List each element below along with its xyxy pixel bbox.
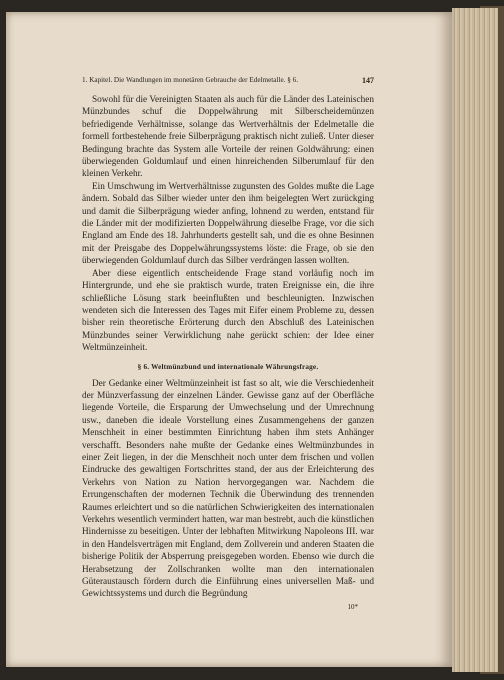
- chapter-title: 1. Kapitel. Die Wandlungen im monetären Gebrauche der Edelmetalle. § 6.: [82, 76, 299, 84]
- paragraph: Sowohl für die Vereinigten Staaten als auch für die Länder des Lateinischen Münzbundes schuf die Doppelwährung mit Silberscheidemünzen befriedigende Verhältnisse, solange das Wertverhältnis der Edelmetalle die formell fortbestehende freie Silberprägung praktisch nicht zuließ. Unter dieser Bedingung brachte das System alle Vorteile der reinen Goldwährung: einen überwiegenden Goldumlauf und einen hinreichenden Silberumlauf für den kleinen Verkehr.: [82, 95, 374, 180]
- running-head: [82, 76, 374, 85]
- paragraph: Der Gedanke einer Weltmünzeinheit ist fast so alt, wie die Verschiedenheit der Münzverfassung der einzelnen Länder. Gewisse ganz auf der Oberfläche liegende Vorteile, die Ersparung der Umwechselung und der Umrechnung usw., daneben die ideale Vorstellung eines Zusammengehens der ganzen Menschheit in einer bestimmten Einrichtung haben ihm stets Anhänger verschafft. Besonders nahe mußte der Gedanke eines Weltmünzbundes in einer Zeit liegen, in der die Menschheit noch unter dem frischen und vollen Eindrucke des gewaltigen Fortschrittes stand, der aus der Erleichterung des Verkehrs von Nation zu Nation hervorgegangen war. Nachdem die Errungenschaften der modernen Technik die Überwindung des trennenden Raumes erleichtert und so die natürlichen Schwierigkeiten des internationalen Verkehrs wesentlich vermindert hatten, war man bestrebt, auch die künstlichen Hindernisse zu beseitigen. Unter der lebhaften Mitwirkung Napoleons III. war in den Handelsverträgen mit England, dem Zollverein und anderen Staaten die bisherige Politik der Absperrung preisgegeben worden. Ebenso wie durch die Herabsetzung der Zollschranken wollte man den internationalen Güteraustausch fördern durch die Einführung eines universellen Maß- und Gewichtssystems und durch die Begründung: [82, 378, 374, 600]
- paragraph: Aber diese eigentlich entscheidende Frage stand vorläufig noch im Hintergrunde, und ehe sie praktisch wurde, traten Ereignisse ein, die ihre schließliche Lösung stark beeinflußten und beschleunigten. Inzwischen wendeten sich die Interessen des Tages mit Eifer einem Probleme zu, dessen bisher rein theoretische Erörterung durch den Abschluß des Lateinischen Münzbundes seiner Verwirklichung nahe gerückt schien: der Idee einer Weltmünzeinheit.: [82, 268, 374, 354]
- page-number: 147: [362, 76, 374, 85]
- page-stack-edge: [452, 8, 498, 672]
- signature-mark: 10*: [347, 602, 358, 611]
- text-column: [82, 76, 374, 611]
- section-heading: § 6. Weltmünzbund und internationale Währungsfrage.: [137, 362, 319, 371]
- paragraph: Ein Umschwung im Wertverhältnisse zugunsten des Goldes mußte die Lage ändern. Sobald das Silber wieder unter den ihm beigelegten Wert zurückging und damit die Silberprägung wieder anfing, lohnend zu werden, entstand für die Länder mit der modifizierten Doppelwährung dieselbe Frage, vor die sich England am Ende des 18. Jahrhunderts gestellt sah, und die es ohne Besinnen mit der Preisgabe des Doppelwährungssystems löste: die Frage, ob sie den überwiegenden Goldumlauf durch das Silber verdrängen lassen wollten.: [82, 181, 374, 267]
